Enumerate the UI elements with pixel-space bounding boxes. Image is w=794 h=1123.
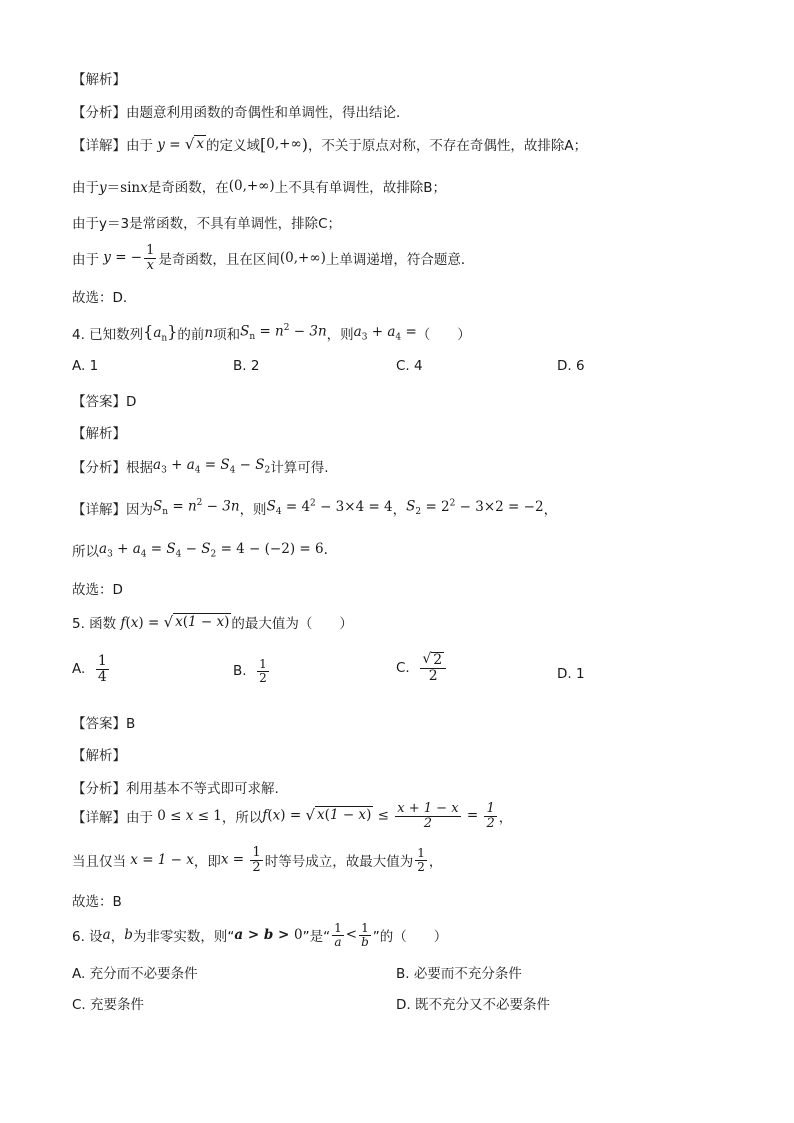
math-y-eq-sqrt-x: y = √ x — [153, 135, 204, 153]
q4-daan: 【答案】D — [72, 394, 137, 410]
math-a-gt-b-gt-0: a > b > 0 — [234, 927, 303, 944]
math-sn: $S_n = n^2 - 3n$ — [240, 323, 327, 343]
math-a3a4-s4s2: $a_3 + a_4 = S_4 - S_2$ — [153, 456, 271, 476]
q5-option-d[interactable]: D. 1 — [557, 666, 585, 682]
q5-daan: 【答案】B — [72, 716, 136, 732]
q5-fenxi: 【分析】利用基本不等式即可求解. — [72, 781, 279, 797]
q4-option-c[interactable]: C. 4 — [396, 358, 423, 374]
q6-option-a[interactable]: A. 充分而不必要条件 — [72, 966, 198, 982]
q4-option-a[interactable]: A. 1 — [72, 358, 99, 374]
q3-line3: 由于y＝3是常函数，不具有单调性，排除C； — [72, 216, 342, 232]
math-y-neg-1-over-x: y = − $\frac{1}{x}$ — [99, 243, 155, 273]
math-1a-lt-1b: $\frac{1}{a}$ < $\frac{1}{b}$ — [334, 921, 369, 949]
math-interval-0-inf: [ — [260, 134, 267, 154]
math-fx-sqrt: f(x) = √ x(1 − x) — [116, 613, 230, 631]
math-a3-a4: $a_3 + a_4$ = — [353, 323, 417, 343]
q3-line4: 由于 y = − $\frac{1}{x}$ 是奇函数，且在区间 (0,+∞) 上单调递增，符合题意． — [72, 243, 475, 273]
q4-stem: 4. 已知数列 $\{a_n\}$ 的前 n 项和 $S_n = n^2 - 3n$ ，则 $a_3 + a_4$ = （ ） — [72, 322, 471, 344]
q6-option-b[interactable]: B. 必要而不充分条件 — [396, 966, 522, 982]
q3-jiexi: 【解析】 — [72, 72, 126, 88]
q4-option-b[interactable]: B. 2 — [233, 358, 260, 374]
math-seq-an: $\{a_n\}$ — [143, 322, 178, 344]
q5-jiexi: 【解析】 — [72, 748, 126, 764]
math-interval-open: (0,+∞) — [228, 178, 275, 194]
q4-fenxi: 【分析】根据 $a_3 + a_4 = S_4 - S_2$ 计算可得. — [72, 456, 329, 476]
q4-answer: 故选：D — [72, 582, 123, 598]
q3-detail-line: 【详解】由于 y = √ x 的定义域 [ 0,+∞ ) ，不关于原点对称，不存在奇偶性，故排除A； — [72, 134, 588, 154]
q5-answer: 故选：B — [72, 894, 122, 910]
q4-jiexi: 【解析】 — [72, 426, 126, 442]
q4-option-d[interactable]: D. 6 — [557, 358, 585, 374]
q3-line2: 由于 y＝sinx 是奇函数，在 (0,+∞) 上不具有单调性，故排除B； — [72, 178, 446, 196]
q5-stem: 5. 函数 f(x) = √ x(1 − x) 的最大值为（ ） — [72, 613, 353, 632]
q4-detail: 【详解】因为 $S_n = n^2 - 3n$ ，则 $S_4 = 4^2 - 3\times 4 = 4$ ， $S_2 = 2^2 - 3\times 2 = -2$ ， — [72, 498, 558, 518]
q6-stem: 6. 设 a ， b 为非零实数，则“ a > b > 0 ”是“ $\frac{1}{a}$ < $\frac{1}{b}$ ”的（ ） — [72, 921, 448, 949]
q5-line2: 当且仅当 x = 1 − x ，即 x = $\frac{1}{2}$ 时等号成立，故最大值为 $\frac{1}{2}$ ， — [72, 845, 443, 875]
math-interval-open-2: (0,+∞) — [279, 250, 326, 267]
q3-fenxi: 【分析】由题意利用函数的奇偶性和单调性，得出结论． — [72, 105, 410, 121]
q5-option-a[interactable]: A. $\frac{1}{4}$ — [72, 653, 107, 685]
math-y-sinx: y＝sinx — [99, 180, 148, 196]
q5-option-b[interactable]: B. $\frac{1}{2}$ — [233, 657, 267, 685]
q6-option-c[interactable]: C. 充要条件 — [72, 997, 145, 1013]
q5-option-c[interactable]: C. √ 2 2 — [396, 652, 448, 683]
q6-option-d[interactable]: D. 既不充分又不必要条件 — [396, 997, 550, 1013]
q5-detail: 【详解】由于 0 ≤ x ≤ 1 ，所以 f(x) = √ x(1 − x) ≤ $\frac{x + 1 - x}{2}$ = $\frac{1}{2}$ ， — [72, 801, 513, 831]
q3-answer: 故选：D． — [72, 290, 137, 306]
q4-suoyi: 所以 $a_3 + a_4 = S_4 - S_2 = 4 - (-2) = 6$ . — [72, 540, 328, 560]
